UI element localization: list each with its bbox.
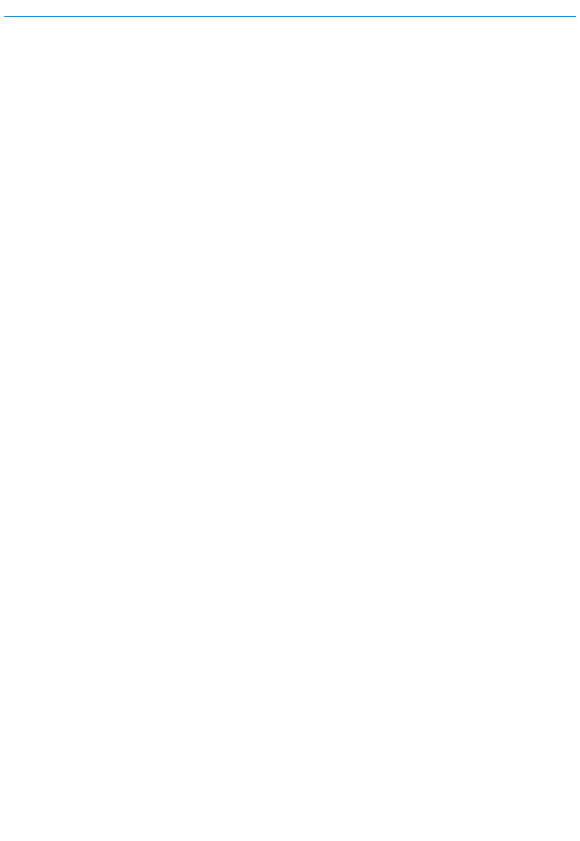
page-header: [4, 3, 576, 17]
